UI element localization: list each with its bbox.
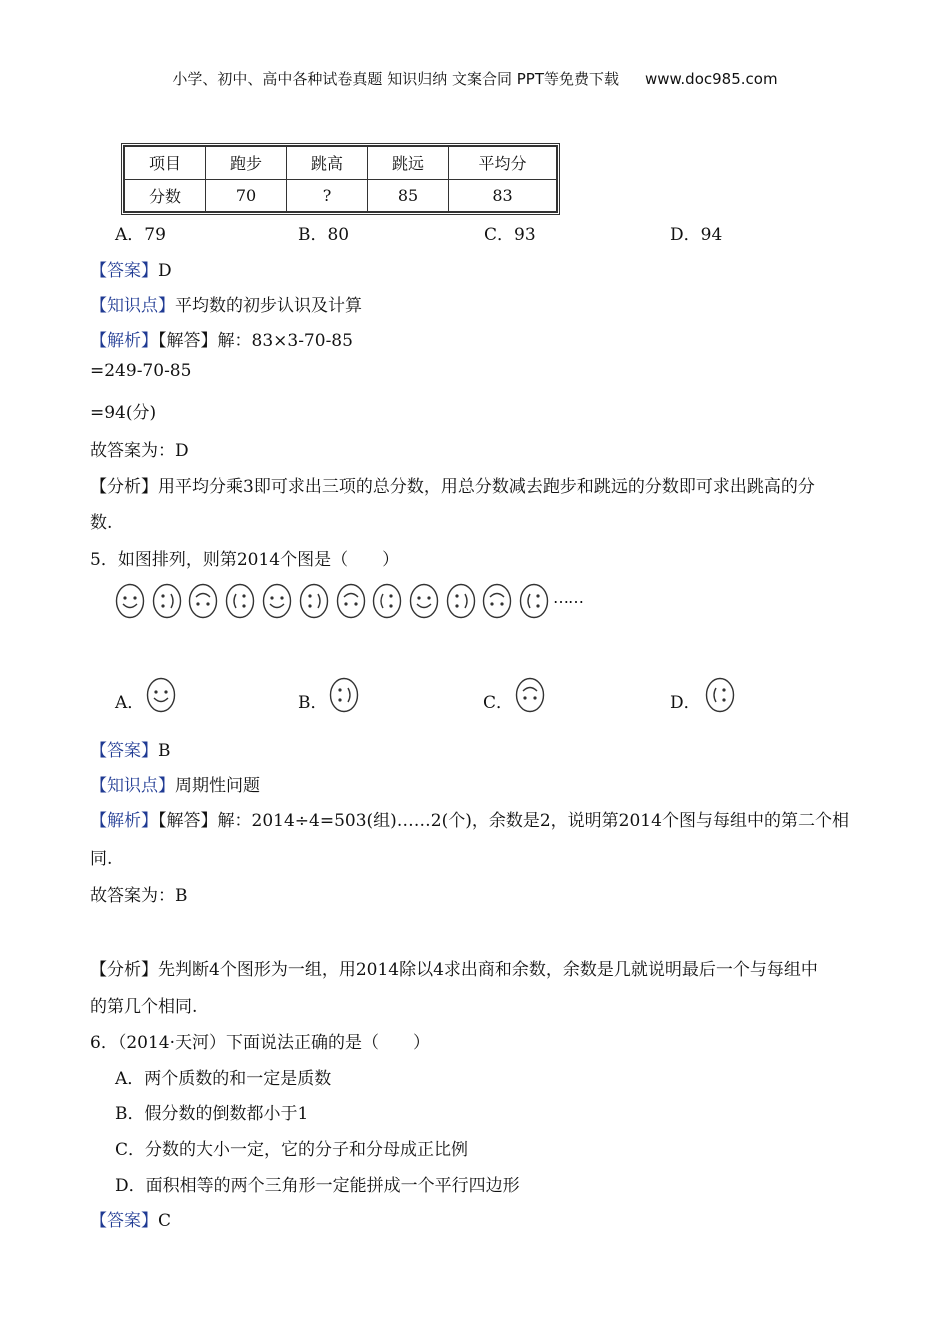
q5-title: 5．如图排列，则第2014个图是（ ） [90, 550, 400, 570]
dots-vertical-face-icon [329, 677, 359, 713]
header-text: 小学、初中、高中各种试卷真题 知识归纳 文案合同 PPT等免费下载 [172, 70, 619, 88]
q4-analysis-line2: =249-70-85 [90, 361, 192, 381]
paren-dots-face-icon [705, 677, 735, 713]
q6-option-c: C．分数的大小一定，它的分子和分母成正比例 [115, 1140, 469, 1160]
q6-option-d: D．面积相等的两个三角形一定能拼成一个平行四边形 [115, 1176, 520, 1196]
q4-analysis-line3: =94(分) [90, 403, 157, 423]
table-cell: 85 [368, 179, 449, 212]
dots-vertical-face-icon [446, 583, 476, 619]
table-header: 跳远 [368, 147, 449, 180]
smile-face-icon [115, 583, 145, 619]
q5-fenxi: 【分析】先判断4个图形为一组，用2014除以4求出商和余数，余数是几就说明最后一个与每组中 [90, 960, 818, 980]
frown-face-icon [336, 583, 366, 619]
table-header: 跑步 [206, 147, 287, 180]
table-cell: 70 [206, 179, 287, 212]
table-cell: 83 [449, 179, 557, 212]
q6-option-a: A．两个质数的和一定是质数 [115, 1069, 332, 1089]
sequence-ellipsis: …… [553, 588, 583, 607]
q4-answer: 【答案】D [90, 261, 172, 281]
q6-option-b: B．假分数的倒数都小于1 [115, 1104, 309, 1124]
q4-fenxi-line2: 数. [90, 513, 113, 533]
paren-dots-face-icon [372, 583, 402, 619]
q5-fenxi-line2: 的第几个相同. [90, 997, 198, 1017]
q5-option-c-label: C． [483, 693, 514, 713]
table-header: 平均分 [449, 147, 557, 180]
table-cell: ? [287, 179, 368, 212]
table-header: 跳高 [287, 147, 368, 180]
page-header [0, 68, 950, 89]
q5-option-a-label: A． [115, 693, 145, 713]
q4-conclusion: 故答案为：D [90, 441, 189, 461]
q6-title: 6．（2014·天河）下面说法正确的是（ ） [90, 1033, 430, 1053]
q4-option-c: C．93 [484, 225, 536, 245]
q4-option-d: D．94 [670, 225, 723, 245]
table-cell: 分数 [125, 179, 206, 212]
q5-knowledge: 【知识点】周期性问题 [90, 776, 260, 796]
frown-face-icon [188, 583, 218, 619]
q4-knowledge: 【知识点】平均数的初步认识及计算 [90, 296, 362, 316]
smile-face-icon [409, 583, 439, 619]
paren-dots-face-icon [225, 583, 255, 619]
paren-dots-face-icon [519, 583, 549, 619]
q4-fenxi: 【分析】用平均分乘3即可求出三项的总分数，用总分数减去跑步和跳远的分数即可求出跳高的分 [90, 477, 815, 497]
score-table [121, 143, 560, 215]
header-site: www.doc985.com [644, 70, 778, 88]
q5-option-d-label: D． [670, 693, 701, 713]
frown-face-icon [482, 583, 512, 619]
frown-face-icon [515, 677, 545, 713]
q5-analysis: 【解析】【解答】解：2014÷4=503(组)……2(个)，余数是2，说明第2014个图与每组中的第二个相 [90, 811, 849, 831]
table-header: 项目 [125, 147, 206, 180]
q4-option-b: B．80 [298, 225, 350, 245]
q6-answer: 【答案】C [90, 1211, 172, 1231]
q5-option-b-label: B． [298, 693, 328, 713]
q4-analysis: 【解析】【解答】解：83×3-70-85 [90, 331, 353, 351]
q5-conclusion: 故答案为：B [90, 886, 188, 906]
dots-vertical-face-icon [299, 583, 329, 619]
smile-face-icon [146, 677, 176, 713]
smile-face-icon [262, 583, 292, 619]
q5-answer: 【答案】B [90, 741, 171, 761]
q5-analysis-line2: 同. [90, 849, 113, 869]
q4-option-a: A．79 [115, 225, 166, 245]
dots-vertical-face-icon [152, 583, 182, 619]
